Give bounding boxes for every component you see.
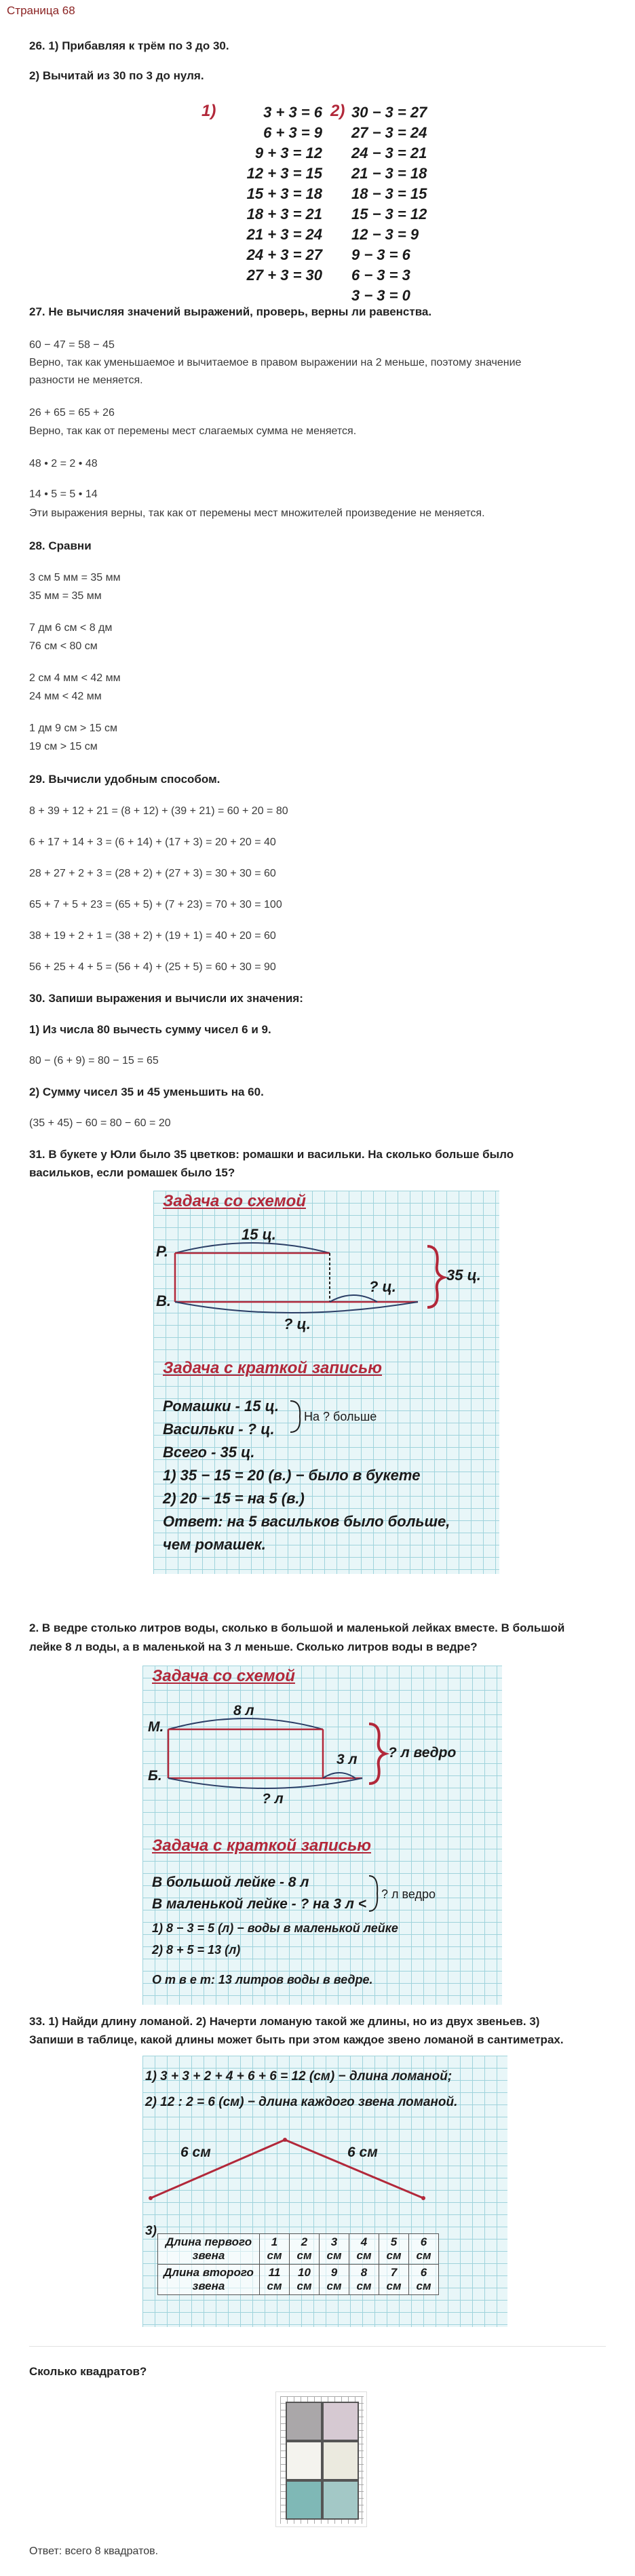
broken-line [142,2056,507,2205]
v-label: В. [156,1292,171,1309]
eq: 3 − 3 = 0 [351,287,410,304]
total-brace [369,1724,385,1784]
task27-line: Верно, так как от перемены мест слагаемых сумма не меняется. [29,425,357,437]
task28-line: 35 мм = 35 мм [29,590,102,602]
task29-line: 65 + 7 + 5 + 23 = (65 + 5) + (7 + 23) = 70 + 30 = 100 [29,899,282,910]
first-link [151,2140,285,2198]
task28-line: 3 см 5 мм = 35 мм [29,572,121,583]
task30-a1: 80 − (6 + 9) = 80 − 15 = 65 [29,1055,159,1066]
task28-heading: 28. Сравни [29,539,92,552]
eq: 15 − 3 = 12 [351,206,427,223]
more-label: На ? больше [304,1410,377,1423]
short-line: чем ромашек. [163,1536,266,1553]
total-label: 35 ц. [446,1267,481,1284]
col1-number: 1) [201,102,216,120]
task33-heading: 33. 1) Найди длину ломаной. 2) Начерти ломаную такой же длины, но из двух звеньев. 3) [29,2015,540,2028]
task33-worksheet [142,2056,507,2327]
task27-line: 14 • 5 = 5 • 14 [29,488,98,500]
task30-q1: 1) Из числа 80 вычесть сумму чисел 6 и 9. [29,1023,271,1036]
top-label: 8 л [233,1703,254,1718]
task27-line: разности не меняется. [29,374,143,386]
task2-heading: 2. В ведре столько литров воды, сколько в большой и маленькой лейках вместе. В большой [29,1621,565,1634]
b-label: Б. [148,1768,162,1784]
eq: 18 − 3 = 15 [351,185,427,202]
eq: 12 + 3 = 15 [246,165,322,182]
right-segment-label: 6 см [347,2145,378,2160]
total-brace [427,1246,444,1307]
r-label: Р. [156,1243,169,1260]
bottom-arc [168,1778,362,1788]
table-row: Длина первого звена 1 см 2 см 3 см 4 см 5 см 6 см [158,2234,439,2265]
task29-line: 28 + 27 + 2 + 3 = (28 + 2) + (27 + 3) = 30 + 30 = 60 [29,868,276,879]
task27-line: Верно, так как уменьшаемое и вычитаемое в правом выражении на 2 меньше, поэтому значение [29,357,522,368]
eq: 21 + 3 = 24 [246,226,322,243]
task26-q2: 2) Вычитай из 30 по 3 до нуля. [29,69,204,82]
task27-line: Эти выражения верны, так как от перемены мест множителей произведение не меняется. [29,507,485,519]
page-title: Страница 68 [7,4,75,17]
short-line: Васильки - ? ц. [163,1421,275,1438]
task30-q2: 2) Сумму чисел 35 и 45 уменьшить на 60. [29,1085,264,1098]
squares-figure [275,2391,367,2527]
eq: 27 − 3 = 24 [351,124,427,141]
task28-line: 2 см 4 мм < 42 мм [29,672,121,684]
short-line: Ромашки - 15 ц. [163,1398,279,1415]
total-label: ? л ведро [388,1745,457,1761]
short-line: В большой лейке - 8 л [152,1875,309,1890]
short-line: Всего - 35 ц. [163,1444,255,1461]
task28-line: 1 дм 9 см > 15 см [29,723,117,734]
task29-line: 6 + 17 + 14 + 3 = (6 + 14) + (17 + 3) = 20 + 20 = 40 [29,837,276,848]
task27-line: 26 + 65 = 65 + 26 [29,407,115,419]
bottom-label: ? ц. [284,1315,311,1332]
task2-heading: лейке 8 л воды, а в маленькой на 3 л меньше. Сколько литров воды в ведре? [29,1640,478,1653]
short-line: 2) 20 − 15 = на 5 (в.) [163,1490,305,1507]
task31-heading: 31. В букете у Юли было 35 цветков: ромашки и васильки. На сколько больше было [29,1148,514,1161]
links-table [157,2233,439,2295]
eq: 15 + 3 = 18 [246,185,322,202]
q-label: ? ц. [369,1278,396,1295]
eq: 6 − 3 = 3 [351,267,410,284]
left-segment-label: 6 см [180,2145,211,2160]
part-3-label: 3) [145,2224,157,2238]
task31-heading: васильков, если ромашек было 15? [29,1166,235,1179]
task28-line: 7 дм 6 см < 8 дм [29,622,113,634]
eq: 6 + 3 = 9 [263,124,322,141]
task30-heading: 30. Запиши выражения и вычисли их значения: [29,992,303,1005]
bucket-label: ? л ведро [381,1887,436,1901]
diff-label: 3 л [336,1752,358,1767]
task28-line: 24 мм < 42 мм [29,691,102,702]
task26-q1: 26. 1) Прибавляя к трём по 3 до 30. [29,39,229,52]
table-row: Длина второго звена 11 см 10 см 9 см 8 см 7 см 6 см [158,2265,439,2295]
task29-heading: 29. Вычисли удобным способом. [29,773,220,786]
eq: 24 + 3 = 27 [246,246,322,263]
task27-line: 48 • 2 = 2 • 48 [29,458,98,469]
eq: 12 − 3 = 9 [351,226,419,243]
eq: 27 + 3 = 30 [246,267,322,284]
task33-heading: Запиши в таблице, какой длины может быть при этом каждое звено ломаной в сантиметрах. [29,2033,564,2046]
col2-number: 2) [330,102,345,120]
task29-line: 56 + 25 + 4 + 5 = (56 + 4) + (25 + 5) = 60 + 30 = 90 [29,961,276,973]
short-line: О т в е т: 13 литров воды в ведре. [152,1973,373,1986]
eq: 18 + 3 = 21 [246,206,322,223]
task2-diagram [142,1666,502,1815]
divider [29,2346,606,2347]
eq: 21 − 3 = 18 [351,165,427,182]
task30-a2: (35 + 45) − 60 = 80 − 60 = 20 [29,1117,171,1129]
eq: 9 + 3 = 12 [254,145,322,161]
short-line: 1) 8 − 3 = 5 (л) − воды в маленькой лейке [152,1921,398,1935]
squares-heading: Сколько квадратов? [29,2365,147,2378]
addition-column [220,102,322,286]
short-line: 1) 35 − 15 = 20 (в.) − было в букете [163,1467,421,1484]
eq: 30 − 3 = 27 [351,104,427,121]
answer-2: 2) 12 : 2 = 6 (см) − длина каждого звена ломаной. [145,2095,458,2109]
short-line: Ответ: на 5 васильков было больше, [163,1513,450,1530]
subtraction-column [351,102,467,306]
short-title: Задача с краткой записью [163,1359,382,1377]
short-line: В маленькой лейке - ? на 3 л < [152,1896,367,1912]
task28-line: 19 см > 15 см [29,741,98,752]
eq: 24 − 3 = 21 [351,145,427,161]
top-label: 15 ц. [242,1226,276,1243]
eq: 9 − 3 = 6 [351,246,410,263]
bottom-label: ? л [262,1791,284,1807]
task31-worksheet [153,1191,499,1574]
task2-worksheet [142,1666,502,2005]
short-title: Задача с краткой записью [152,1837,371,1855]
task27-heading: 27. Не вычисляя значений выражений, проверь, верны ли равенства. [29,305,432,318]
task28-line: 76 см < 80 см [29,640,98,652]
eq: 3 + 3 = 6 [263,104,322,121]
answer-1: 1) 3 + 3 + 2 + 4 + 6 + 6 = 12 (см) − длина ломаной; [145,2069,453,2083]
task29-line: 8 + 39 + 12 + 21 = (8 + 12) + (39 + 21) = 60 + 20 = 80 [29,805,288,817]
task29-line: 38 + 19 + 2 + 1 = (38 + 2) + (19 + 1) = 40 + 20 = 60 [29,930,276,942]
m-label: М. [148,1719,164,1735]
short-line: 2) 8 + 5 = 13 (л) [152,1943,241,1957]
scheme-title: Задача со схемой [152,1667,295,1685]
squares-answer: Ответ: всего 8 квадратов. [29,2545,159,2557]
scheme-title: Задача со схемой [163,1192,306,1210]
task27-line: 60 − 47 = 58 − 45 [29,339,115,351]
bottom-arc [175,1302,418,1313]
